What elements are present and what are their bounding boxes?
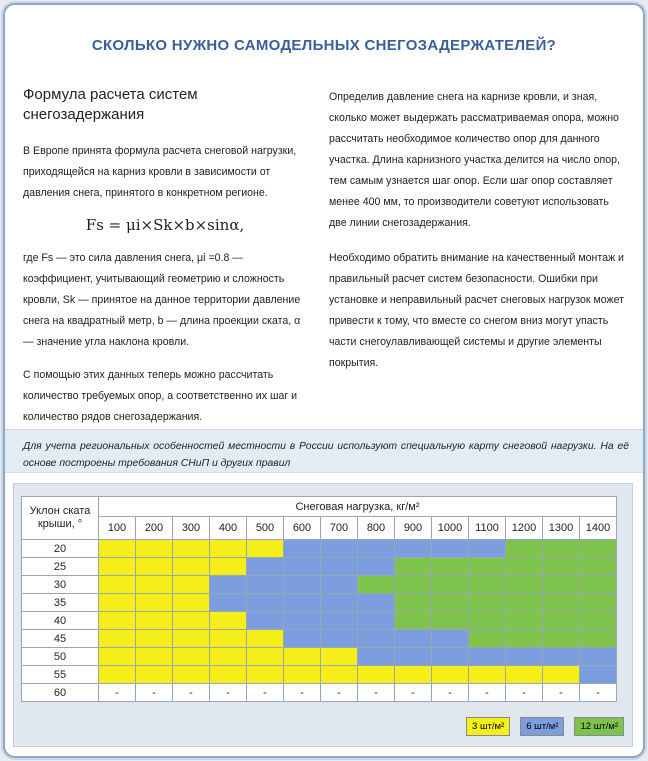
table-corner-label: Уклон ската крыши, ° — [29, 505, 91, 530]
load-cell — [284, 612, 321, 630]
table-row — [22, 648, 617, 666]
load-cell — [210, 612, 247, 630]
load-cell — [99, 576, 136, 594]
angle-cell: 25 — [22, 558, 99, 576]
load-cell: - — [432, 684, 469, 702]
load-cell — [358, 630, 395, 648]
load-cell — [469, 576, 506, 594]
load-cell — [99, 630, 136, 648]
load-cell — [543, 666, 580, 684]
load-cell — [210, 540, 247, 558]
load-cell — [506, 558, 543, 576]
table-row — [22, 666, 617, 684]
load-cell — [543, 594, 580, 612]
load-cell — [321, 648, 358, 666]
load-cell: - — [321, 684, 358, 702]
load-cell — [432, 576, 469, 594]
legend — [466, 717, 624, 736]
load-cell — [321, 558, 358, 576]
load-cell — [173, 594, 210, 612]
load-cell — [210, 594, 247, 612]
table-load-row — [22, 517, 617, 540]
left-column — [23, 85, 307, 440]
load-cell — [136, 612, 173, 630]
load-cell — [395, 666, 432, 684]
load-cell — [136, 594, 173, 612]
load-cell — [99, 648, 136, 666]
load-cell — [432, 594, 469, 612]
load-cell — [580, 630, 617, 648]
load-cell — [506, 648, 543, 666]
angle-cell: 40 — [22, 612, 99, 630]
load-cell — [136, 540, 173, 558]
load-cell — [284, 576, 321, 594]
load-header-cell: 1100 — [469, 517, 506, 540]
load-cell — [284, 648, 321, 666]
load-cell — [136, 666, 173, 684]
load-cell — [358, 648, 395, 666]
load-cell — [543, 576, 580, 594]
load-cell — [469, 558, 506, 576]
legend-item: 6 шт/м² — [520, 717, 564, 736]
load-header-cell: 600 — [284, 517, 321, 540]
load-cell: - — [284, 684, 321, 702]
legend-item: 3 шт/м² — [466, 717, 510, 736]
load-cell — [395, 576, 432, 594]
load-cell — [247, 558, 284, 576]
table-row — [22, 630, 617, 648]
load-cell — [580, 612, 617, 630]
load-cell — [580, 540, 617, 558]
load-cell — [247, 594, 284, 612]
table-corner-header — [22, 497, 99, 540]
load-header-cell: 1300 — [543, 517, 580, 540]
load-cell — [136, 558, 173, 576]
section-heading — [23, 85, 307, 125]
angle-cell: 50 — [22, 648, 99, 666]
load-cell — [99, 594, 136, 612]
page-title: СКОЛЬКО НУЖНО САМОДЕЛЬНЫХ СНЕГОЗАДЕРЖАТЕЛЕЙ? — [91, 37, 557, 54]
angle-cell: 35 — [22, 594, 99, 612]
load-cell — [210, 666, 247, 684]
load-header-cell: 100 — [99, 517, 136, 540]
load-cell — [173, 630, 210, 648]
load-cell — [543, 630, 580, 648]
angle-cell: 55 — [22, 666, 99, 684]
load-cell — [395, 540, 432, 558]
legend-item: 12 шт/м² — [574, 717, 624, 736]
load-cell — [284, 540, 321, 558]
load-cell — [580, 576, 617, 594]
load-cell — [506, 594, 543, 612]
load-cell — [247, 648, 284, 666]
load-header-cell: 900 — [395, 517, 432, 540]
section-heading-line2: снегозадержания — [23, 106, 145, 123]
load-cell — [469, 666, 506, 684]
load-cell — [506, 630, 543, 648]
load-cell: - — [580, 684, 617, 702]
load-cell — [321, 612, 358, 630]
load-cell — [395, 558, 432, 576]
load-cell — [358, 612, 395, 630]
load-cell — [247, 576, 284, 594]
load-cell — [284, 558, 321, 576]
load-cell — [173, 612, 210, 630]
load-cell — [321, 666, 358, 684]
load-cell: - — [469, 684, 506, 702]
load-cell — [543, 648, 580, 666]
load-cell: - — [210, 684, 247, 702]
load-cell — [210, 630, 247, 648]
load-cell — [580, 558, 617, 576]
load-cell — [136, 630, 173, 648]
load-cell — [543, 540, 580, 558]
right-paragraph-1: Определив давление снега на карнизе кровли, и зная, сколько может выдержать рассматриваемая опора, можно рассчитать необходимое количество опор для данного участка. Длина карнизного участка делится на число опор, тем самым узнается шаг опор. Если шаг опор составляет менее 400 мм, то производители советуют использовать две линии снегозадержания. — [329, 91, 620, 229]
right-column — [329, 85, 625, 386]
table-row — [22, 594, 617, 612]
load-cell — [432, 630, 469, 648]
load-cell — [210, 648, 247, 666]
article-frame — [3, 3, 645, 758]
info-note-text: Для учета региональных особенностей местности в России используют специальную карту снеговой нагрузки. На её основе построены требования СНиП и других правил — [23, 441, 629, 469]
load-cell — [506, 612, 543, 630]
load-cell — [469, 630, 506, 648]
load-cell — [469, 594, 506, 612]
load-cell: - — [173, 684, 210, 702]
load-header-cell: 500 — [247, 517, 284, 540]
angle-cell: 45 — [22, 630, 99, 648]
load-cell — [321, 630, 358, 648]
right-paragraph-2: Необходимо обратить внимание на качественный монтаж и правильный расчет систем безопасности. Ошибки при установке и неправильный расчет снеговых нагрузок может привести к тому, что вместе со снегом вниз могут упасть части снегоулавливающей системы и другие элементы покрытия. — [329, 252, 625, 369]
load-cell — [543, 558, 580, 576]
load-cell — [321, 576, 358, 594]
load-cell — [358, 540, 395, 558]
load-cell — [580, 648, 617, 666]
load-cell: - — [247, 684, 284, 702]
load-cell — [284, 630, 321, 648]
load-header-cell: 1200 — [506, 517, 543, 540]
load-cell — [173, 648, 210, 666]
table-row — [22, 540, 617, 558]
section-heading-line1: Формула расчета систем — [23, 86, 198, 103]
load-cell — [99, 558, 136, 576]
load-cell — [358, 594, 395, 612]
load-cell — [284, 594, 321, 612]
load-cell: - — [395, 684, 432, 702]
load-cell — [432, 558, 469, 576]
load-cell — [136, 648, 173, 666]
left-paragraph-1: В Европе принята формула расчета снеговой нагрузки, приходящейся на карниз кровли в зависимости от давления снега, принятого в конкретном регионе. — [23, 145, 297, 199]
load-cell — [395, 630, 432, 648]
load-cell: - — [99, 684, 136, 702]
load-cell — [173, 576, 210, 594]
load-header-cell: 800 — [358, 517, 395, 540]
load-cell — [506, 540, 543, 558]
load-cell: - — [506, 684, 543, 702]
load-cell: - — [543, 684, 580, 702]
load-cell — [506, 576, 543, 594]
load-cell — [580, 594, 617, 612]
table-row — [22, 576, 617, 594]
info-note — [5, 429, 643, 473]
load-header-cell: 300 — [173, 517, 210, 540]
snow-load-table — [21, 496, 617, 702]
load-cell — [432, 666, 469, 684]
load-cell — [469, 612, 506, 630]
load-header-cell: 200 — [136, 517, 173, 540]
load-cell — [210, 558, 247, 576]
table-load-header: Снеговая нагрузка, кг/м² — [99, 497, 617, 517]
load-cell — [99, 612, 136, 630]
load-cell — [432, 648, 469, 666]
load-cell — [506, 666, 543, 684]
load-cell — [395, 612, 432, 630]
load-cell — [543, 612, 580, 630]
load-header-cell: 400 — [210, 517, 247, 540]
load-cell — [358, 558, 395, 576]
load-cell — [247, 612, 284, 630]
load-cell: - — [136, 684, 173, 702]
load-cell — [173, 666, 210, 684]
load-cell — [99, 540, 136, 558]
load-cell — [99, 666, 136, 684]
load-cell — [358, 666, 395, 684]
left-paragraph-2: где Fs — это сила давления снега, μi =0.8 — коэффициент, учитывающий геометрию и сложность кровли, Sk — принятое на данное территории давление снега на квадратный метр, b — длина проекции ската, α — значение угла наклона кровли. — [23, 252, 301, 348]
load-cell — [136, 576, 173, 594]
load-cell — [210, 576, 247, 594]
load-cell — [358, 576, 395, 594]
angle-cell: 60 — [22, 684, 99, 702]
load-cell — [247, 540, 284, 558]
left-paragraph-3: С помощью этих данных теперь можно рассчитать количество требуемых опор, а соответственно их шаг и количество рядов снегозадержания. — [23, 369, 298, 423]
load-cell — [580, 666, 617, 684]
load-cell: - — [358, 684, 395, 702]
load-cell — [469, 540, 506, 558]
load-cell — [247, 666, 284, 684]
load-cell — [395, 594, 432, 612]
load-cell — [321, 540, 358, 558]
load-cell — [432, 612, 469, 630]
angle-cell: 20 — [22, 540, 99, 558]
table-row — [22, 684, 617, 702]
load-header-cell: 700 — [321, 517, 358, 540]
load-cell — [432, 540, 469, 558]
snow-load-table-panel — [13, 483, 633, 747]
load-header-cell: 1000 — [432, 517, 469, 540]
load-cell — [395, 648, 432, 666]
load-cell — [173, 558, 210, 576]
load-cell — [284, 666, 321, 684]
load-header-cell: 1400 — [580, 517, 617, 540]
table-row — [22, 558, 617, 576]
load-cell — [321, 594, 358, 612]
formula: Fs = μi×Sk×b×sinα, — [85, 216, 245, 234]
angle-cell: 30 — [22, 576, 99, 594]
load-cell — [173, 540, 210, 558]
load-cell — [469, 648, 506, 666]
table-row — [22, 612, 617, 630]
load-cell — [247, 630, 284, 648]
